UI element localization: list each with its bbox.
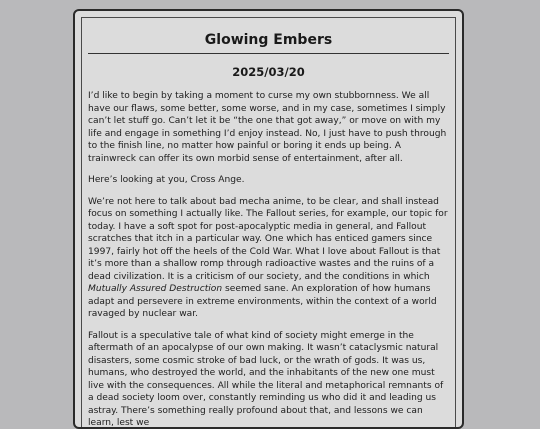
post-title: Glowing Embers [88,18,449,54]
paragraph-text: I’d like to begin by taking a moment to curse my own stubbornness. We all have our flaws, some better, some worse, and in my case, sometimes I simply can’t let stuff go. Can’t let it be “the one that got away,” or move on with my life and engage in something I’d enjoy instead. No, I just have to push through to the finish line, no matter how painful or boring it ends up being. A trainwreck can offer its own morbid sense of entertainment, after all. [88,91,446,164]
paragraph-3 [88,196,449,321]
emphasis-text: Mutually Assured Destruction [88,284,222,294]
paragraph-2 [88,174,449,187]
post-body [82,90,455,429]
paragraph-text: Here’s looking at you, Cross Ange. [88,175,245,185]
post-date: 2025/03/20 [82,64,455,80]
post-frame [81,17,456,427]
paragraph-text: seemed sane. An exploration of how humans adapt and persevere in extreme environments, within the context of a world ravaged by nuclear war. [88,284,437,319]
paragraph-text: We’re not here to talk about bad mecha anime, to be clear, and shall instead focus on something I actually like. The Fallout series, for example, our topic for today. I have a soft spot for post-apocalyptic media in general, and Fallout scratches that itch in a particular way. One which has enticed gamers since 1997, fairly hot off the heels of the Cold War. What I love about Fallout is that it’s more than a shallow romp through radioactive wastes and the ruins of a dead civilization. It is a criticism of our society, and the conditions in which [88,197,448,282]
post-card [73,9,464,429]
paragraph-4 [88,330,449,429]
paragraph-text: Fallout is a speculative tale of what kind of society might emerge in the aftermath of an apocalypse of our own making. It wasn’t cataclysmic natural disasters, some cosmic stroke of bad luck, or the wrath of gods. It was us, humans, who destroyed the world, and the inhabitants of the new one must live with the consequences. All while the literal and metaphorical remnants of a dead society loom over, constantly reminding us who did it and leading us astray. There’s something really profound about that, and lessons we can learn, lest we [88,331,443,429]
paragraph-1 [88,90,449,165]
